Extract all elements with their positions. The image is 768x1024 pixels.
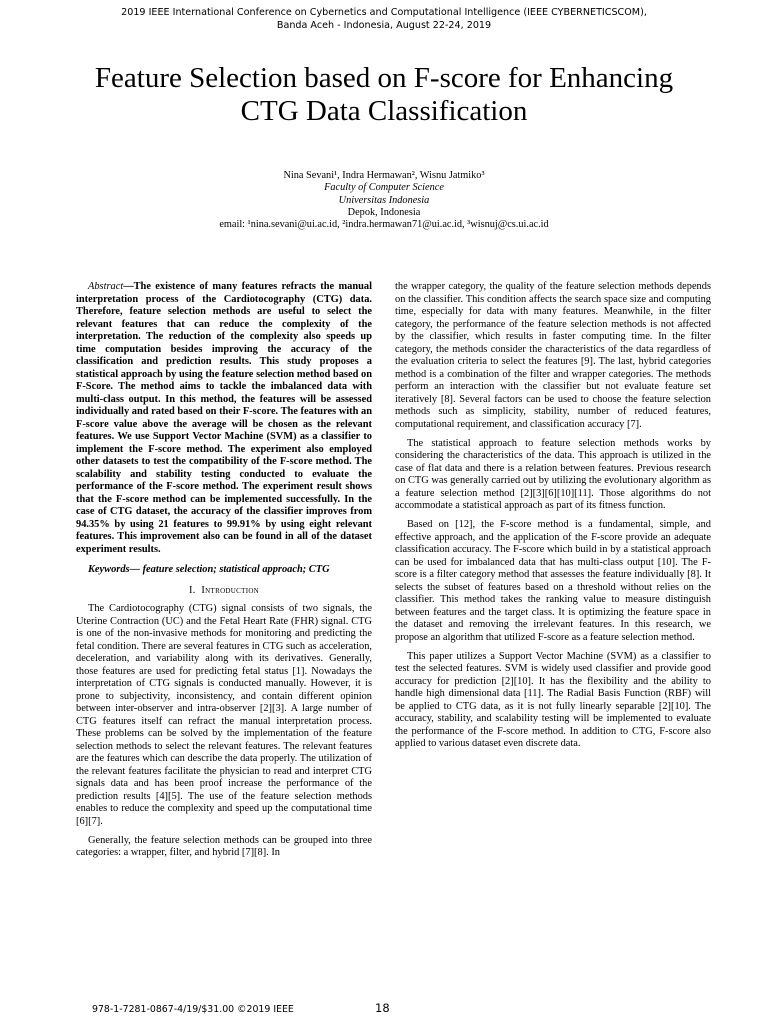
left-column — [76, 281, 372, 866]
author-faculty: Faculty of Computer Science — [324, 182, 444, 194]
section-number: I. — [188, 584, 196, 596]
author-block — [0, 170, 768, 231]
body-paragraph: This paper utilizes a Support Vector Machine (SVM) as a classifier to test the selected features. SVM is widely used classifier and provide good accuracy for prediction [2][10]. It has the flexibility and the ability to handle high dimensional data [11]. The Radial Basis Function (RBF) will be applied to CTG data, as it is not fully linearly separable [2][10]. The accuracy, stability, and scalability testing will be implemented to evaluate the performance of the F-score method. In addition to CTG, F-score also applied to various dataset even discrete data. — [395, 650, 711, 749]
page-number: 18 — [375, 1001, 390, 1015]
section-title: Introduction — [201, 584, 260, 596]
abstract-text: —The existence of many features refracts the manual interpretation process of the Cardiotocography (CTG) data. Therefore, feature selection methods are useful to select the relevant features that can reduce the complexity of the interpretation. The reduction of the complexity also speeds up time computation besides improving the accuracy of the classification and prediction results. This study proposes a statistical approach by using the feature selection method based on F-Score. The method aims to tackle the imbalanced data with multi-class output. In this method, the features will be assessed individually and rated based on their F-score. The features with an F-score value above the average will be chosen as the relevant features. We use Support Vector Machine (SVM) as a classifier to implement the F-score method. The experiment also employed other datasets to test the compatibility of the F-score method. The scalability and stability testing conducted to evaluate the performance of the F-score method. The experiment result shows that the F-score method can be implemented successfully. In the case of CTG dataset, the accuracy of the classifier improves from 94.35% by using 21 features to 99.91% by using eight relevant features. This improvement also can be found in all of the dataset experiment results. — [76, 281, 372, 555]
abstract-label: Abstract — [88, 281, 124, 292]
keywords — [76, 564, 372, 577]
author-names: Nina Sevani¹, Indra Hermawan², Wisnu Jatmiko³ — [283, 170, 485, 181]
paper-title — [40, 62, 728, 128]
section-heading-introduction — [76, 585, 372, 598]
paper-title-line-2: CTG Data Classification — [240, 95, 528, 127]
author-location: Depok, Indonesia — [347, 206, 421, 218]
author-university: Universitas Indonesia — [338, 194, 430, 206]
body-paragraph: The statistical approach to feature selection methods works by considering the characteristics of the data. This approach is utilized in the case of flat data and there is a relation between features. Previous research on CTG was generally carried out by utilizing the evolutionary algorithm as a feature selection method [2][3][6][10][11]. Those algorithms do not accommodate a statistical approach as part of its fitness function. — [395, 437, 711, 511]
right-column — [395, 281, 711, 757]
paper-title-line-1: Feature Selection based on F-score for Enhancing — [94, 62, 674, 94]
abstract — [76, 281, 372, 556]
keywords-text: — feature selection; statistical approach; CTG — [129, 564, 330, 575]
body-paragraph: Based on [12], the F-score method is a fundamental, simple, and effective approach, and the application of the F-score provide an adequate classification accuracy. The F-score which build in by a statistical approach can be used for imbalanced data that has multi-class output [10]. The F-score is a filter category method that assesses the feature individually [8]. It selects the subset of features based on a threshold without relies on the classifier. This method takes the ranking value to measure distinguish between features and the target class. It is optimizing the feature space in the dataset and removing the irrelevant features. In this research, we propose an algorithm that utilized F-score as a feature selection method. — [395, 519, 711, 643]
author-email: email: ¹nina.sevani@ui.ac.id, ²indra.hermawan71@ui.ac.id, ³wisnuj@cs.ui.ac.id — [219, 219, 549, 231]
body-paragraph: The Cardiotocography (CTG) signal consists of two signals, the Uterine Contraction (UC) and the Fetal Heart Rate (FHR) signal. CTG is one of the non-invasive methods for monitoring and predicting the fetal condition. There are several features in CTG such as acceleration, deceleration, and variability along with its derivatives. Generally, those features are used for predicting fetal status [1]. Nowadays the interpretation of CTG signals is conducted manually. However, it is prone to subjectivity, inconsistency, and contain different opinion between inter-observer and intra-observer [2][3]. A large number of CTG features itself can refract the manual interpretation process. These problems can be solved by the implementation of the feature selection methods to select the relevant features. The relevant features are the features which can describe the data properly. The utilization of the relevant features facilitate the physician to read and interpret CTG signals data and has been proof increase the performance of the prediction results [4][5]. The use of the feature selection methods enables to reduce the complexity and speed up the computational time [6][7]. — [76, 603, 372, 827]
conference-header — [0, 7, 768, 32]
body-paragraph: Generally, the feature selection methods can be grouped into three categories: a wrapper, filter, and hybrid [7][8]. In — [76, 834, 372, 858]
body-paragraph: the wrapper category, the quality of the feature selection methods depends on the classifier. This condition affects the search space size and computing time, especially for data with many features. Meanwhile, in the filter category, the performance of the feature selection methods is not affected by the classifier, which results in faster computing time. In the filter category, the methods consider the characteristics of the data regardless of the evaluation criteria to select the features [9]. The last, hybrid categories method is a combination of the filter and wrapper categories. The methods perform an interaction with the classifier but not evaluate feature set iteratively [8]. Several factors can be used to choose the feature selection methods such as simplicity, stability, number of reduced features, computational requirement, and classification accuracy [7]. — [395, 281, 711, 430]
conference-line-2: Banda Aceh - Indonesia, August 22-24, 2019 — [276, 19, 492, 31]
copyright-footer: 978-1-7281-0867-4/19/$31.00 ©2019 IEEE — [92, 1004, 294, 1015]
conference-line-1: 2019 IEEE International Conference on Cybernetics and Computational Intelligence (IEEE CYBERNETICSCOM), — [121, 7, 647, 18]
keywords-label: Keywords — [88, 564, 130, 575]
